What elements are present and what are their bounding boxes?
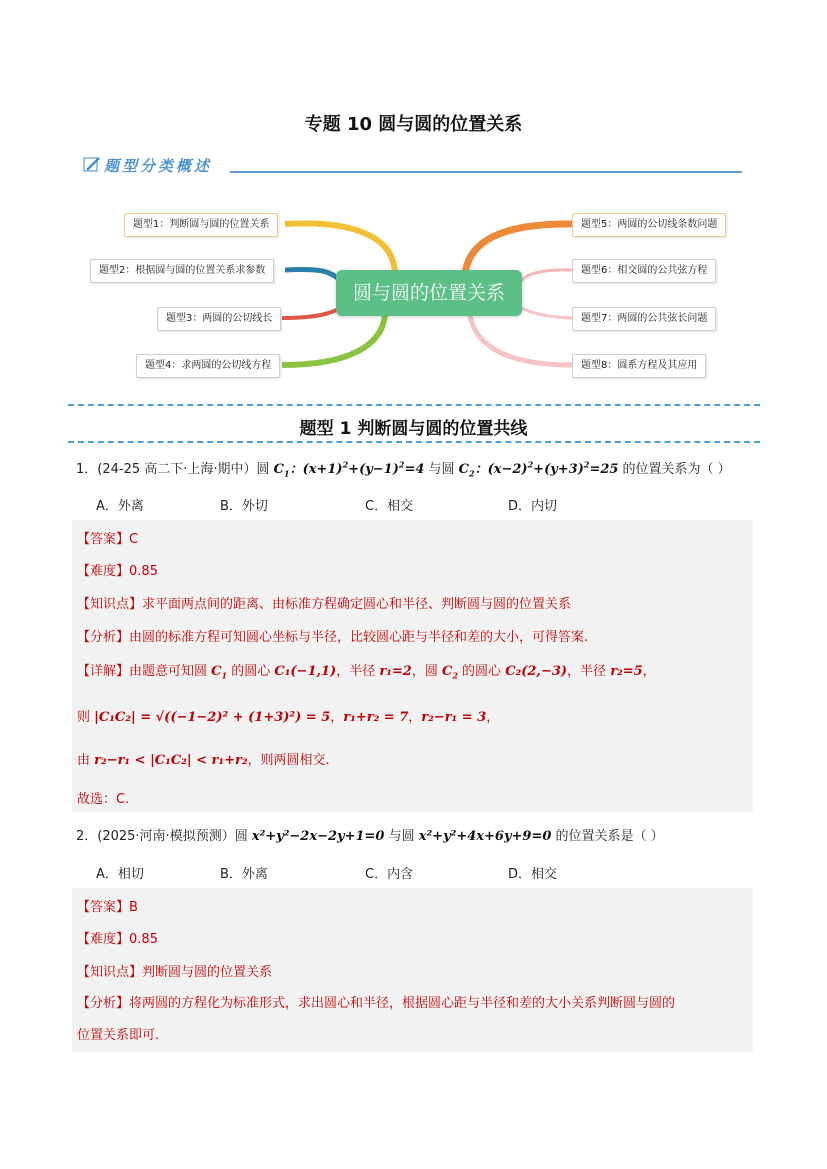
mindmap-node-7: 题型7：两圆的公共弦长问题 [572, 307, 716, 331]
circle-1-equation: x²+y²−2x−2y+1=0 [251, 829, 385, 844]
circle-c1-equation: $C_1$：$(x+1)^2+(y-1)^2=4$ [273, 459, 425, 479]
question-1-solution [72, 520, 753, 812]
mindmap-node-2: 题型2：根据圆与圆的位置关系求参数 [90, 259, 274, 283]
page-title: 专题 10 圆与圆的位置关系 [304, 114, 523, 135]
option-b[interactable]: B．外离 [220, 867, 268, 882]
option-c[interactable]: C．内含 [365, 867, 414, 882]
overview-label: 题型分类概述 [104, 156, 213, 175]
mindmap-node-5: 题型5：两圆的公切线条数问题 [572, 213, 726, 237]
choose-line: 故选：C. [77, 792, 130, 807]
branch-5 [465, 224, 572, 275]
question-2-options [0, 863, 827, 881]
overview-divider [230, 171, 742, 173]
analysis-line-2: 位置关系即可. [77, 1028, 160, 1043]
detail-line-1: 【详解】由题意可知圆 $C_1$ 的圆心 C₁(−1,1)，半径 r₁=2，圆 $C_2$ 的圆心 C₂(2,−3)，半径 r₂=5， [77, 664, 656, 681]
pencil-icon [82, 155, 102, 175]
option-d[interactable]: D．相交 [508, 867, 558, 882]
branch-2 [285, 269, 340, 280]
question-1-stem: 1．(24-25 高二下·上海·期中）圆 $C_1$：$(x+1)^2+(y-1)^2=4$ 与圆 $C_2$：$(x-2)^2+(y+3)^2=25$ 的位置关系为（ ） [76, 459, 731, 479]
circle-2-equation: x²+y²+4x+6y+9=0 [418, 829, 552, 844]
analysis-line: 【分析】将两圆的方程化为标准形式，求出圆心和半径，根据圆心距与半径和差的大小关系判断圆与圆的 [77, 996, 676, 1011]
option-a[interactable]: A．外离 [96, 499, 144, 514]
knowledge-line: 【知识点】判断圆与圆的位置关系 [77, 965, 273, 980]
answer-line: 【答案】C [77, 532, 139, 547]
mindmap-center: 圆与圆的位置关系 [336, 270, 522, 316]
section-divider-bottom [68, 441, 760, 443]
analysis-line: 【分析】由圆的标准方程可知圆心坐标与半径，比较圆心距与半径和差的大小，可得答案. [77, 630, 589, 645]
branch-6 [520, 270, 572, 283]
branch-8 [470, 315, 572, 365]
option-b[interactable]: B．外切 [220, 499, 268, 514]
section-title: 题型 1 判断圆与圆的位置共线 [299, 419, 528, 439]
answer-line: 【答案】B [77, 900, 138, 915]
question-2-stem: 2．(2025·河南·模拟预测）圆 x²+y²−2x−2y+1=0 与圆 x²+y²+4x+6y+9=0 的位置关系是（ ） [76, 829, 664, 844]
circle-c2-equation: $C_2$：$(x-2)^2+(y+3)^2=25$ [458, 459, 619, 479]
option-a[interactable]: A．相切 [96, 867, 144, 882]
detail-line-2: 则 |C₁C₂| = √((−1−2)² + (1+3)²) = 5，r₁+r₂ = 7，r₂−r₁ = 3， [77, 710, 500, 725]
mindmap-node-8: 题型8：圆系方程及其应用 [572, 354, 706, 378]
detail-line-3: 由 r₂−r₁ < |C₁C₂| < r₁+r₂，则两圆相交. [77, 753, 330, 768]
difficulty-line: 【难度】0.85 [77, 932, 158, 947]
question-1-options [0, 495, 827, 513]
option-c[interactable]: C．相交 [365, 499, 414, 514]
mindmap-node-1: 题型1：判断圆与圆的位置关系 [124, 213, 278, 237]
mindmap-node-6: 题型6：相交圆的公共弦方程 [572, 259, 716, 283]
knowledge-line: 【知识点】求平面两点间的距离、由标准方程确定圆心和半径、判断圆与圆的位置关系 [77, 597, 572, 612]
mindmap [0, 195, 827, 390]
mindmap-node-3: 题型3：两圆的公切线长 [157, 307, 281, 331]
overview-heading [82, 150, 212, 180]
branch-7 [520, 307, 572, 318]
option-d[interactable]: D．内切 [508, 499, 558, 514]
mindmap-node-4: 题型4：求两圆的公切线方程 [136, 354, 280, 378]
difficulty-line: 【难度】0.85 [77, 564, 158, 579]
section-divider-top [68, 404, 760, 406]
branch-3 [282, 307, 342, 318]
branch-4 [282, 315, 385, 365]
question-2-solution [72, 888, 753, 1052]
